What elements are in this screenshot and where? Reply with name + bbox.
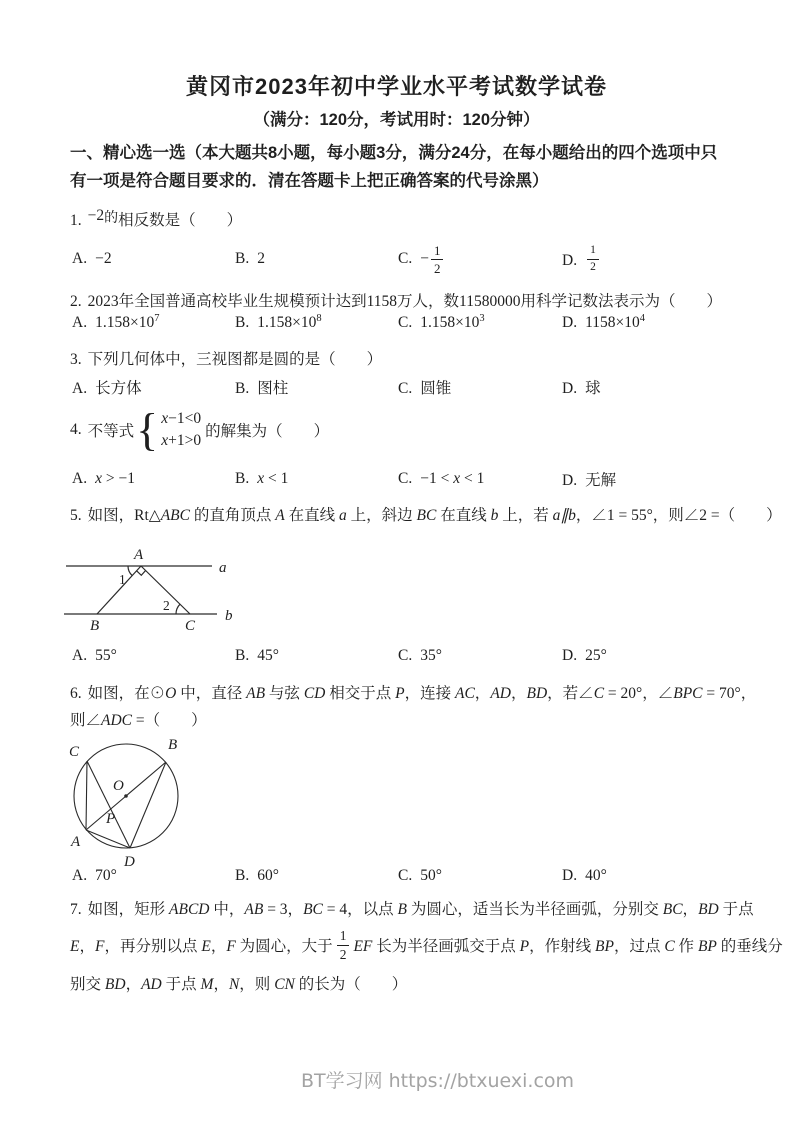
right-angle-mark (137, 571, 146, 576)
fraction: $\frac{1}{2}$ (587, 245, 599, 273)
option-c: C. 圆锥 (398, 380, 452, 397)
angle-1-arc (128, 566, 132, 576)
label-B: B (168, 737, 178, 753)
fraction: $\frac{1}{2}$ (431, 244, 444, 275)
label-B: B (90, 618, 100, 634)
option-b: B. $1.158\times 10^8$ (235, 313, 322, 332)
option-d: D. 无解 (562, 472, 617, 489)
label-P: P (106, 811, 116, 827)
question-3-stem: 3. 下列几何体中，三视图都是圆的是（ ） (70, 351, 383, 368)
label-b: b (225, 608, 233, 624)
option-a: A. 55° (72, 647, 117, 664)
label-A: A (134, 547, 144, 563)
question-6-stem-line1: 6. 如图，在⊙O 中，直径 AB 与弦 CD 相交于点 P，连接 AC，AD，BD，若∠C = 20°，∠BPC = 70°， (70, 685, 757, 702)
label-angle-1: 1 (119, 572, 126, 587)
exam-subtitle: （满分：120分，考试用时：120分钟） (253, 111, 540, 129)
option-c: C. 50° (398, 867, 442, 884)
question-5-stem: 5. 如图，Rt△ABC 的直角顶点 A 在直线 a 上，斜边 BC 在直线 b 上，若 a∥b，∠1 = 55°，则∠2 =（ ） (70, 507, 782, 524)
option-a: A. x > −1 (72, 470, 135, 487)
question-6-stem-line2: 则∠ADC =（ ） (70, 712, 207, 729)
label-angle-2: 2 (163, 598, 170, 613)
option-a: A. 70° (72, 867, 117, 884)
label-D: D (124, 854, 135, 870)
label-O: O (113, 778, 124, 794)
option-d: D. $1158\times 10^4$ (562, 313, 645, 332)
question-1-stem: 1. −2的相反数是（ ） (70, 207, 243, 229)
question-number: 1. (70, 212, 82, 229)
label-C: C (69, 744, 80, 760)
option-d: D. 25° (562, 647, 607, 664)
option-c: C. −1 < x < 1 (398, 470, 485, 487)
option-d: D. 球 (562, 380, 601, 397)
option-c: C. − $\frac{1}{2}$ (398, 244, 562, 275)
question-1-options (72, 236, 772, 282)
q6-figure (62, 733, 204, 876)
exam-title: 黄冈市2023年初中学业水平考试数学试卷 (186, 74, 607, 99)
question-4-stem: 4. 不等式 { x−1<0 x+1>0 的解集为（ ） (70, 404, 330, 456)
chord-CD (87, 761, 130, 848)
section-heading-line1: 一、精心选一选（本大题共8小题，每小题3分，满分24分，在每小题给出的四个选项中只 (70, 144, 718, 162)
option-b: B. 60° (235, 867, 279, 884)
section-heading-line2: 有一项是符合题目要求的．清在答题卡上把正确答案的代号涂黑） (70, 172, 549, 190)
option-d: D. 40° (562, 867, 607, 884)
fraction: $\frac{1}{2}$ (337, 929, 350, 961)
chord-AC (86, 761, 87, 830)
question-2-stem: 2. 2023年全国普通高校毕业生规模预计达到1158万人，数11580000用科学记数法表示为（ ） (70, 293, 722, 310)
question-4-options (72, 468, 772, 490)
option-a: A. $1.158\times 10^7$ (72, 313, 160, 332)
option-b: B. 图柱 (235, 380, 289, 397)
watermark-footer: BT学习网 https://btxuexi.com (300, 1070, 575, 1092)
option-a: A. −2 (72, 250, 112, 267)
option-b: B. 45° (235, 647, 279, 664)
question-7-stem-line3: 别交 BD，AD 于点 M，N，则 CN 的长为（ ） (70, 976, 408, 993)
q5-figure (64, 546, 239, 643)
question-3-options (72, 376, 772, 398)
question-6-options (72, 867, 772, 885)
option-c: C. 35° (398, 647, 442, 664)
angle-2-arc (176, 604, 180, 614)
option-b: B. 2 (235, 250, 265, 267)
center-dot (124, 794, 128, 798)
label-C: C (185, 618, 196, 634)
label-a: a (219, 560, 227, 576)
label-A: A (71, 834, 81, 850)
option-d: D. $\frac{1}{2}$ (562, 245, 772, 273)
question-7-stem-line2: E，F，再分别以点 E，F 为圆心，大于 $\frac{1}{2}$ EF 长为半径画弧交于点 P，作射线 BP，过点 C 作 BP 的垂线分 (70, 928, 783, 962)
inequality-system: x−1<0 x+1>0 (161, 410, 202, 449)
question-5-options (72, 647, 772, 665)
option-a: A. 长方体 (72, 380, 142, 397)
option-c: C. $1.158\times 10^3$ (398, 313, 485, 332)
option-b: B. x < 1 (235, 470, 289, 487)
question-2-options (72, 313, 772, 332)
system-brace: { (136, 404, 159, 456)
question-7-stem-line1: 7. 如图，矩形 ABCD 中，AB = 3，BC = 4，以点 B 为圆心，适当长为半径画弧，分别交 BC，BD 于点 (70, 901, 754, 918)
q1-expression: −2 (87, 207, 105, 224)
